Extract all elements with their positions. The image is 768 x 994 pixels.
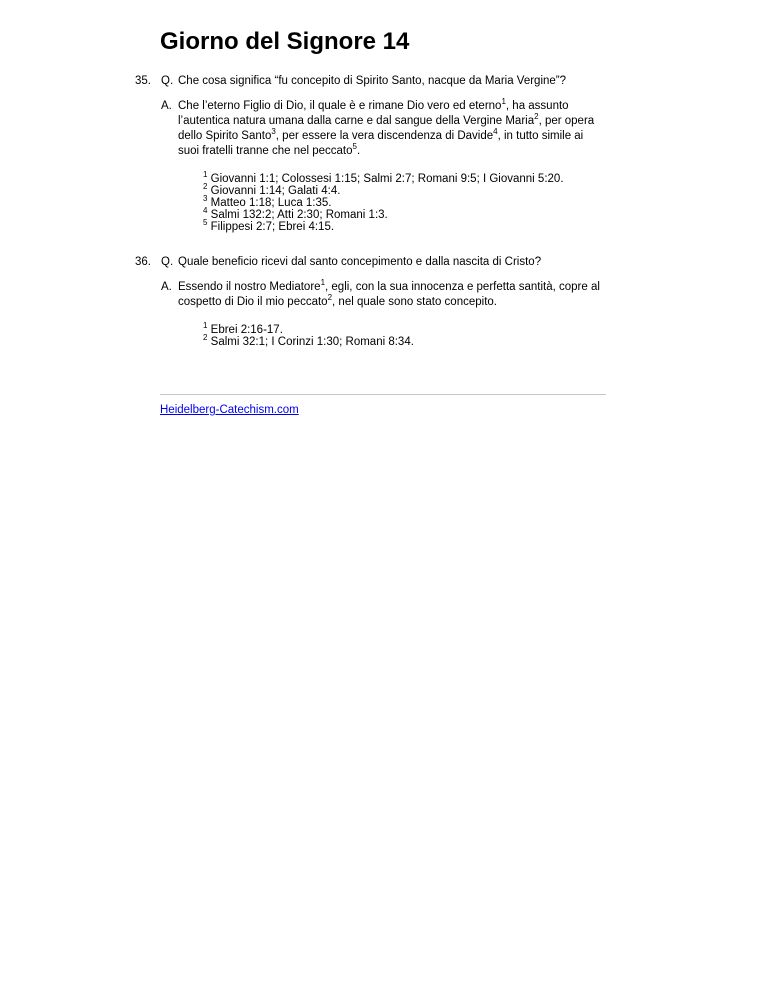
answer-part: Essendo il nostro Mediatore (178, 281, 321, 293)
answer-label: A. (161, 281, 172, 293)
footnote-text: Salmi 132:2; Atti 2:30; Romani 1:3. (210, 209, 388, 221)
qa-block-35 (135, 74, 606, 233)
catechism-page (135, 28, 606, 348)
answer-part: , per opera dello Spirito Santo (178, 115, 595, 142)
footnote-marker: 4 (493, 127, 498, 137)
footnote-number: 5 (203, 218, 208, 228)
answer-part: , ha assunto l’autentica natura umana dalla carne e dal sangue della Vergine Maria (178, 100, 569, 127)
qa-block-36 (135, 255, 606, 348)
answer-part: , nel quale sono stato concepito. (332, 296, 497, 308)
footnote-text: Matteo 1:18; Luca 1:35. (210, 197, 332, 209)
question-label: Q. (161, 75, 174, 87)
footnote-number: 2 (203, 182, 208, 192)
site-link[interactable]: Heidelberg-Catechism.com (160, 404, 299, 416)
question-number: 36. (135, 256, 151, 268)
footnote-number: 1 (203, 321, 208, 331)
answer-part: , in tutto simile ai suoi fratelli tranne che nel peccato (178, 130, 584, 157)
answer-part: . (356, 145, 361, 157)
footnote-number: 3 (203, 194, 208, 204)
footnote-text: Ebrei 2:16-17. (210, 324, 283, 336)
answer-label: A. (161, 100, 172, 112)
answer-row (160, 280, 606, 310)
answer-part: , egli, con la sua innocenza e perfetta santità, copre al cospetto di Dio il mio peccato (178, 281, 600, 308)
question-text: Quale beneficio ricevi dal santo concepimento e dalla nascita di Cristo? (178, 256, 542, 268)
question-row (135, 74, 606, 89)
answer-part: Che l’eterno Figlio di Dio, il quale è e rimane Dio vero ed eterno (178, 100, 502, 112)
question-number: 35. (135, 75, 151, 87)
footnote-text: Giovanni 1:1; Colossesi 1:15; Salmi 2:7; Romani 9:5; I Giovanni 5:20. (210, 173, 564, 185)
footnote-marker: 1 (501, 97, 506, 107)
footnote-text: Salmi 32:1; I Corinzi 1:30; Romani 8:34. (210, 336, 414, 348)
footnote-number: 1 (203, 170, 208, 180)
answer-part: , per essere la vera discendenza di Davide (275, 130, 494, 142)
footnote-text: Filippesi 2:7; Ebrei 4:15. (210, 221, 335, 233)
footnote-item (203, 218, 606, 233)
footer-divider (160, 394, 606, 395)
answer-text (178, 99, 606, 159)
footnote-item (203, 321, 606, 336)
footnote-number: 4 (203, 206, 208, 216)
footnote-item (203, 206, 606, 221)
footnote-item (203, 182, 606, 197)
footnote-item (203, 333, 606, 348)
footnote-item (203, 194, 606, 209)
question-label: Q. (161, 256, 174, 268)
footnote-marker: 1 (320, 278, 326, 288)
footnote-marker: 2 (534, 112, 539, 122)
footnote-text: Giovanni 1:14; Galati 4:4. (210, 185, 341, 197)
footnote-marker: 2 (327, 293, 333, 303)
page-title: Giorno del Signore 14 (160, 28, 410, 55)
footnote-marker: 5 (352, 142, 357, 152)
footnote-list (203, 170, 606, 233)
question-row (135, 255, 606, 270)
question-text: Che cosa significa “fu concepito di Spirito Santo, nacque da Maria Vergine”? (178, 75, 567, 87)
footnote-item (203, 170, 606, 185)
footnote-list (203, 321, 606, 348)
footnote-number: 2 (203, 333, 208, 343)
footnote-marker: 3 (271, 127, 276, 137)
answer-row (160, 99, 606, 159)
answer-text (178, 280, 606, 310)
